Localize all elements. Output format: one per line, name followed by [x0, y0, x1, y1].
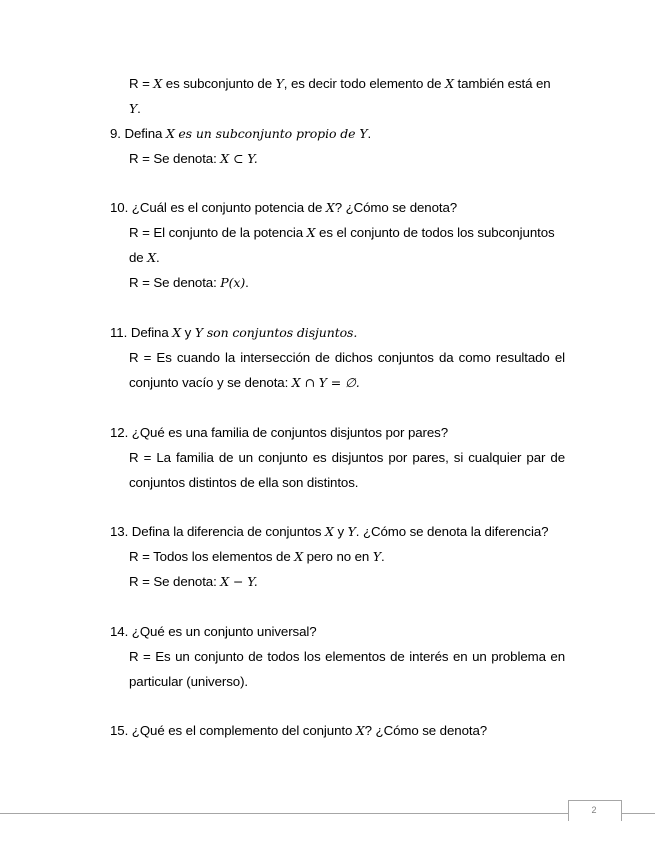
answer-prefix: R =: [129, 275, 154, 290]
answer-text: .: [380, 549, 385, 564]
answer-text: Es cuando la intersección de dichos conjuntos da como resultado el: [156, 350, 565, 365]
answer-prefix: R =: [129, 574, 154, 589]
question-number: 15.: [110, 723, 129, 738]
answer-text: Se denota:: [153, 574, 221, 589]
answer-text: .: [245, 275, 249, 290]
question-text: ¿Qué es el complemento del conjunto: [131, 723, 356, 738]
answer-prefix: R =: [129, 225, 154, 240]
q14-answer-line2: [129, 674, 248, 690]
q15-question: [110, 723, 487, 739]
answer-text: Todos los elementos de: [153, 549, 295, 564]
math-var-y: Y: [372, 549, 381, 564]
q12-answer-line2: [129, 475, 358, 491]
q13-question: [110, 524, 548, 540]
math-var-y: Y: [194, 325, 203, 340]
answer-text: conjunto vacío y se denota:: [129, 375, 292, 390]
math-var-x: X: [306, 225, 316, 240]
math-var-y: Y: [359, 126, 368, 141]
answer-text: Se denota:: [153, 275, 221, 290]
q11-question: [110, 325, 357, 341]
answer-text: de: [129, 250, 148, 265]
math-var-x: X: [165, 126, 175, 141]
question-text: . ¿Cómo se denota la diferencia?: [355, 524, 549, 539]
question-text: Defina: [124, 126, 166, 141]
q8-answer-text: , es decir todo elemento de: [283, 76, 446, 91]
answer-text: Se denota:: [153, 151, 221, 166]
question-text: ? ¿Cómo se denota?: [364, 723, 488, 738]
math-var-x: X: [325, 200, 335, 215]
q14-question: [110, 624, 317, 640]
answer-text: .: [156, 250, 160, 265]
answer-prefix: R =: [129, 350, 157, 365]
answer-prefix: R =: [129, 549, 154, 564]
q13-answer-line2: [129, 574, 258, 590]
question-math: son conjuntos disjuntos.: [202, 325, 358, 340]
footer-rule: [0, 813, 655, 814]
question-number: 11.: [110, 325, 128, 340]
question-text: ? ¿Cómo se denota?: [334, 200, 458, 215]
answer-math: X ∩ Y = ∅.: [291, 375, 360, 390]
math-var-x: X: [153, 76, 163, 91]
q9-question: [110, 126, 371, 142]
question-text: Defina la diferencia de conjuntos: [131, 524, 326, 539]
question-number: 12.: [110, 425, 129, 440]
answer-prefix: R =: [129, 76, 154, 91]
q10-question: [110, 200, 457, 216]
question-text: ¿Qué es un conjunto universal?: [131, 624, 317, 639]
answer-math: X ⊂ Y.: [220, 151, 258, 166]
math-var-x: X: [445, 76, 454, 91]
q8-answer-text: .: [137, 101, 141, 116]
math-var-y: Y: [275, 76, 284, 91]
answer-prefix: R =: [129, 649, 156, 664]
math-var-x: X: [294, 549, 304, 564]
question-text: y: [181, 325, 195, 340]
q13-answer-line1: [129, 549, 385, 565]
answer-prefix: R =: [129, 151, 154, 166]
question-text: ¿Cuál es el conjunto potencia de: [131, 200, 326, 215]
question-text: ¿Qué es una familia de conjuntos disjuntos por pares?: [131, 425, 449, 440]
page-number: 2: [591, 805, 597, 815]
answer-text: Es un conjunto de todos los elementos de interés en un problema en: [155, 649, 565, 664]
q14-answer-line1: [129, 649, 565, 665]
q12-question: [110, 425, 448, 441]
q8-answer-text: también está en: [453, 76, 551, 91]
q11-answer-line1: [129, 350, 565, 366]
math-var-x: X: [355, 723, 365, 738]
answer-math: X − Y.: [220, 574, 258, 589]
question-text: y: [333, 524, 348, 539]
question-text: Defina: [130, 325, 173, 340]
question-text: .: [367, 126, 372, 141]
answer-prefix: R =: [129, 450, 157, 465]
answer-text: La familia de un conjunto es disjuntos por pares, si cualquier par de: [156, 450, 565, 465]
q8-answer-text: es subconjunto de: [165, 76, 276, 91]
q9-answer: [129, 151, 258, 167]
answer-text: es el conjunto de todos los subconjuntos: [315, 225, 555, 240]
question-math: es un subconjunto propio de: [178, 126, 360, 141]
q8-answer-line1: [129, 76, 551, 92]
answer-text: particular (universo).: [129, 674, 248, 689]
question-number: 9.: [110, 126, 121, 141]
q10-answer-line2: [129, 250, 160, 266]
q10-answer-line1: [129, 225, 555, 241]
q12-answer-line1: [129, 450, 565, 466]
answer-text: conjuntos distintos de ella son distintos.: [129, 475, 359, 490]
math-var-x: X: [172, 325, 182, 340]
question-number: 14.: [110, 624, 129, 639]
math-var-y: Y: [129, 101, 138, 116]
q8-answer-line2: [129, 101, 141, 117]
answer-text: pero no en: [303, 549, 373, 564]
q10-answer-line3: [129, 275, 249, 291]
question-number: 13.: [110, 524, 129, 539]
math-var-y: Y: [347, 524, 356, 539]
math-var-x: X: [325, 524, 334, 539]
question-number: 10.: [110, 200, 129, 215]
answer-text: El conjunto de la potencia: [153, 225, 307, 240]
math-var-x: X: [147, 250, 156, 265]
math-power-set: P(x): [220, 275, 246, 290]
q11-answer-line2: [129, 375, 360, 391]
